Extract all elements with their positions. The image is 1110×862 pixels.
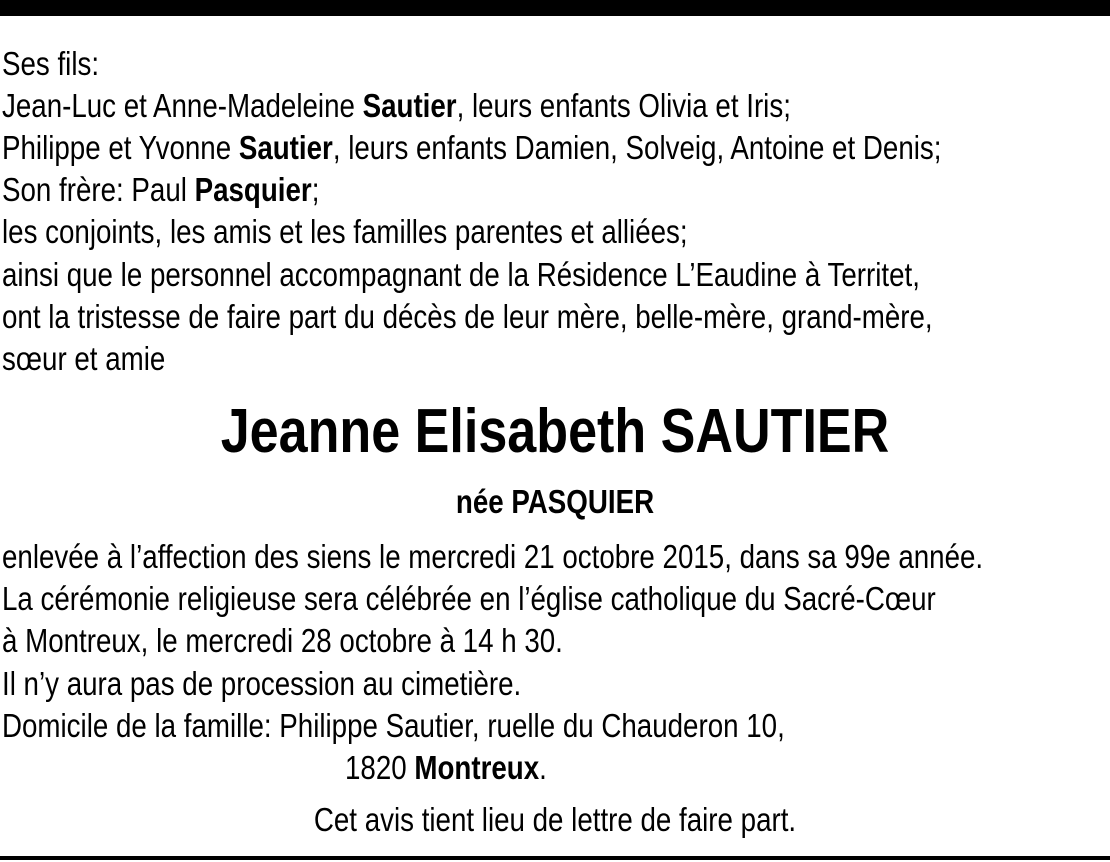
- postal-city: Montreux: [414, 749, 540, 786]
- death-line: enlevée à l’affection des siens le mercredi 21 octobre 2015, dans sa 99e année.: [2, 538, 984, 575]
- maiden-name: née PASQUIER: [455, 483, 655, 520]
- son2-surname: Sautier: [238, 129, 333, 166]
- brother-first: Son frère: Paul: [2, 171, 195, 208]
- announce-line: ont la tristesse de faire part du décès de leur mère, belle-mère, grand-mère,: [2, 298, 933, 335]
- son1-first: Jean-Luc et Anne-Madeleine: [2, 87, 363, 124]
- bottom-border-rule: [0, 856, 1110, 860]
- son1-line: [2, 86, 791, 126]
- son2-rest: , leurs enfants Damien, Solveig, Antoine et Denis;: [332, 129, 942, 166]
- procession-line: Il n’y aura pas de procession au cimetière.: [2, 665, 522, 702]
- son1-rest: , leurs enfants Olivia et Iris;: [456, 87, 791, 124]
- top-border-rule: [0, 0, 1110, 16]
- intro-line: Ses fils:: [2, 45, 100, 82]
- son1-surname: Sautier: [362, 87, 457, 124]
- others-line: les conjoints, les amis et les familles parentes et alliées;: [2, 213, 688, 250]
- brother-rest: ;: [311, 171, 320, 208]
- son2-first: Philippe et Yvonne: [2, 129, 239, 166]
- deceased-name: Jeanne Elisabeth SAUTIER: [220, 397, 890, 466]
- relation-line: sœur et amie: [2, 340, 166, 377]
- brother-surname: Pasquier: [194, 171, 312, 208]
- son2-line: [2, 128, 941, 168]
- postal-code: 1820: [345, 749, 415, 786]
- brother-line: [2, 170, 319, 210]
- staff-line: ainsi que le personnel accompagnant de la Résidence L’Eaudine à Territet,: [2, 256, 920, 293]
- postal-end: .: [539, 749, 547, 786]
- domicile-line: Domicile de la famille: Philippe Sautier, ruelle du Chauderon 10,: [2, 707, 785, 744]
- footer-note: Cet avis tient lieu de lettre de faire part.: [313, 801, 797, 838]
- ceremony-line-1: La cérémonie religieuse sera célébrée en l’église catholique du Sacré-Cœur: [2, 580, 936, 617]
- postal-line: [345, 748, 547, 788]
- ceremony-line-2: à Montreux, le mercredi 28 octobre à 14 h 30.: [2, 622, 563, 659]
